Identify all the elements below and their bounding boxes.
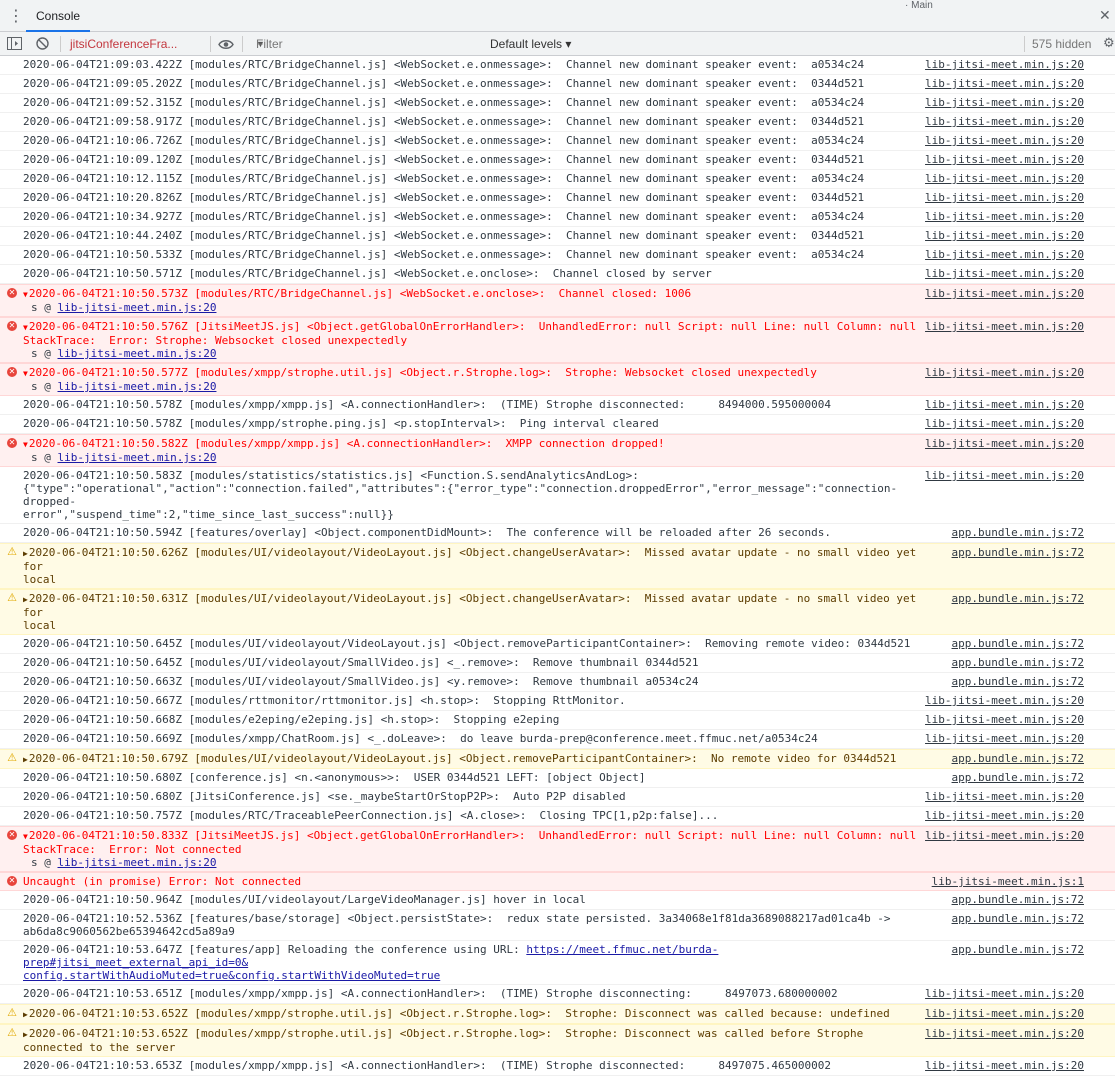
log-row xyxy=(0,415,1115,434)
log-row xyxy=(0,985,1115,1004)
error-icon: ✕ xyxy=(8,830,16,839)
collapsed-triangle-icon[interactable]: ▶ xyxy=(23,1030,28,1039)
error-row xyxy=(0,317,1115,363)
context-select[interactable] xyxy=(64,32,265,56)
error-row xyxy=(0,872,1115,891)
log-row xyxy=(0,56,1115,75)
message-text xyxy=(23,248,923,261)
expanded-triangle-icon[interactable]: ▼ xyxy=(23,832,28,841)
error-row xyxy=(0,284,1115,317)
filter-input[interactable] xyxy=(250,34,475,54)
message-body: 2020-06-04T21:10:53.652Z [modules/xmpp/strophe.util.js] <Object.r.Strophe.log>: Strophe: Disconnect was called because: undefined xyxy=(28,1007,890,1020)
warning-row xyxy=(0,543,1115,589)
message-body: 2020-06-04T21:10:50.631Z [modules/UI/videolayout/VideoLayout.js] <Object.changeUserAvatar>: Missed avatar update - no small video yet for local xyxy=(23,592,917,632)
clear-console-icon[interactable] xyxy=(36,32,52,56)
source-link[interactable]: lib-jitsi-meet.min.js:20 xyxy=(925,694,1084,707)
message-text xyxy=(23,893,923,906)
log-levels-dropdown[interactable]: Default levels ▾ xyxy=(490,37,572,51)
message-text xyxy=(23,790,923,803)
source-link[interactable]: app.bundle.min.js:72 xyxy=(951,943,1084,956)
message-body: 2020-06-04T21:10:53.647Z [features/app] Reloading the conference using URL: xyxy=(23,943,527,956)
collapsed-triangle-icon[interactable]: ▶ xyxy=(23,549,28,558)
message-body: 2020-06-04T21:10:50.645Z [modules/UI/videolayout/SmallVideo.js] <_.remove>: Remove thumbnail 0344d521 xyxy=(23,656,699,669)
log-row xyxy=(0,467,1115,524)
message-body: 2020-06-04T21:10:20.826Z [modules/RTC/BridgeChannel.js] <WebSocket.e.onmessage>: Channel new dominant speaker event: 0344d521 xyxy=(23,191,865,204)
message-url-link[interactable]: https://meet.ffmuc.net/burda-prep#jitsi_meet_external_api_id=0& xyxy=(23,943,719,969)
divider xyxy=(1024,36,1025,52)
error-icon: ✕ xyxy=(8,367,16,376)
context-select-value: jitsiConferenceFra... xyxy=(70,37,178,51)
log-row xyxy=(0,673,1115,692)
expanded-triangle-icon[interactable]: ▼ xyxy=(23,323,28,332)
source-link[interactable]: app.bundle.min.js:72 xyxy=(951,526,1084,539)
caret-down-icon: ▼ xyxy=(256,39,265,49)
source-link[interactable]: app.bundle.min.js:72 xyxy=(951,912,1084,925)
message-body: 2020-06-04T21:10:52.536Z [features/base/storage] <Object.persistState>: redux state persisted. 3a34068e1f81da3689088217ad01ca4b -> ab6da8c9060562be65394642cd5a89a9 xyxy=(23,912,891,938)
message-body: 2020-06-04T21:10:50.833Z [JitsiMeetJS.js] <Object.getGlobalOnErrorHandler>: UnhandledError: null Script: null Line: null Column: null StackTrace: Error: Not connected xyxy=(23,829,917,856)
source-link[interactable]: lib-jitsi-meet.min.js:20 xyxy=(925,172,1084,185)
warning-icon: ⚠ xyxy=(7,751,17,764)
message-url-link[interactable]: config.startWithAudioMuted=true&config.startWithVideoMuted=true xyxy=(23,969,441,982)
collapsed-triangle-icon[interactable]: ▶ xyxy=(23,595,28,604)
stack-source-link[interactable]: lib-jitsi-meet.min.js:20 xyxy=(57,856,217,869)
stack-prefix: s @ xyxy=(31,347,58,360)
message-body: 2020-06-04T21:09:05.202Z [modules/RTC/BridgeChannel.js] <WebSocket.e.onmessage>: Channel new dominant speaker event: 0344d521 xyxy=(23,77,865,90)
warning-icon: ⚠ xyxy=(7,1006,17,1019)
message-body: 2020-06-04T21:10:50.668Z [modules/e2eping/e2eping.js] <h.stop>: Stopping e2eping xyxy=(23,713,560,726)
message-text xyxy=(23,713,923,726)
log-row xyxy=(0,246,1115,265)
log-row xyxy=(0,94,1115,113)
message-body: 2020-06-04T21:10:53.651Z [modules/xmpp/xmpp.js] <A.connectionHandler>: (TIME) Strophe disconnecting: 8497073.680000002 xyxy=(23,987,838,1000)
message-body: 2020-06-04T21:10:50.578Z [modules/xmpp/strophe.ping.js] <p.stopInterval>: Ping interval cleared xyxy=(23,417,659,430)
log-row xyxy=(0,265,1115,284)
divider xyxy=(242,36,243,52)
message-body: 2020-06-04T21:10:50.667Z [modules/rttmonitor/rttmonitor.js] <h.stop>: Stopping RttMonitor. xyxy=(23,694,626,707)
stack-trace xyxy=(23,347,1115,360)
message-text xyxy=(23,115,923,128)
expanded-triangle-icon[interactable]: ▼ xyxy=(23,369,28,378)
source-link[interactable]: lib-jitsi-meet.min.js:20 xyxy=(925,58,1084,71)
source-link[interactable]: lib-jitsi-meet.min.js:20 xyxy=(925,153,1084,166)
error-row xyxy=(0,434,1115,467)
source-link[interactable]: lib-jitsi-meet.min.js:20 xyxy=(925,398,1084,411)
message-text xyxy=(23,191,923,204)
message-text xyxy=(23,153,923,166)
source-link[interactable]: lib-jitsi-meet.min.js:20 xyxy=(925,1007,1084,1020)
error-icon: ✕ xyxy=(8,321,16,330)
message-body: 2020-06-04T21:10:50.680Z [conference.js] <n.<anonymous>>: USER 0344d521 LEFT: [object Object] xyxy=(23,771,646,784)
log-row xyxy=(0,208,1115,227)
message-text xyxy=(23,912,923,938)
message-text xyxy=(23,943,923,982)
message-text xyxy=(23,732,923,745)
source-link[interactable]: lib-jitsi-meet.min.js:20 xyxy=(925,96,1084,109)
log-row xyxy=(0,75,1115,94)
source-link[interactable]: lib-jitsi-meet.min.js:20 xyxy=(925,1027,1084,1040)
source-link[interactable]: lib-jitsi-meet.min.js:20 xyxy=(925,210,1084,223)
log-row xyxy=(0,891,1115,910)
source-link[interactable]: lib-jitsi-meet.min.js:20 xyxy=(925,191,1084,204)
source-link[interactable]: lib-jitsi-meet.min.js:20 xyxy=(925,366,1084,379)
message-text xyxy=(23,96,923,109)
message-text xyxy=(23,637,923,650)
message-text xyxy=(23,437,923,451)
message-text xyxy=(23,469,923,521)
message-body: Uncaught (in promise) Error: Not connected xyxy=(23,875,302,888)
source-link[interactable]: lib-jitsi-meet.min.js:20 xyxy=(925,287,1084,300)
log-row xyxy=(0,910,1115,941)
stack-trace xyxy=(23,380,1115,393)
error-row xyxy=(0,363,1115,396)
source-link[interactable]: app.bundle.min.js:72 xyxy=(951,637,1084,650)
message-body: 2020-06-04T21:10:50.576Z [JitsiMeetJS.js] <Object.getGlobalOnErrorHandler>: UnhandledError: null Script: null Line: null Column: null StackTrace: Error: Strophe: Websocket closed unexpectedly xyxy=(23,320,917,347)
log-row xyxy=(0,524,1115,543)
message-body: 2020-06-04T21:10:50.626Z [modules/UI/videolayout/VideoLayout.js] <Object.changeUserAvatar>: Missed avatar update - no small video yet for local xyxy=(23,546,917,586)
message-text xyxy=(23,526,923,539)
message-body: 2020-06-04T21:10:50.679Z [modules/UI/videolayout/VideoLayout.js] <Object.removeParticipantContainer>: No remote video for 0344d521 xyxy=(28,752,897,765)
message-text xyxy=(23,287,923,301)
source-link[interactable]: app.bundle.min.js:72 xyxy=(951,656,1084,669)
message-text xyxy=(23,809,923,822)
log-row xyxy=(0,227,1115,246)
message-text xyxy=(23,675,923,688)
error-icon: ✕ xyxy=(8,876,16,885)
message-text xyxy=(23,987,923,1000)
stack-source-link[interactable]: lib-jitsi-meet.min.js:20 xyxy=(57,347,217,360)
log-row xyxy=(0,769,1115,788)
source-link[interactable]: lib-jitsi-meet.min.js:20 xyxy=(925,417,1084,430)
message-body: 2020-06-04T21:10:09.120Z [modules/RTC/BridgeChannel.js] <WebSocket.e.onmessage>: Channel new dominant speaker event: 0344d521 xyxy=(23,153,865,166)
error-icon: ✕ xyxy=(8,288,16,297)
source-link[interactable]: lib-jitsi-meet.min.js:20 xyxy=(925,267,1084,280)
drawer-tabbar xyxy=(0,0,1115,32)
divider xyxy=(210,36,211,52)
stack-source-link[interactable]: lib-jitsi-meet.min.js:20 xyxy=(57,380,217,393)
source-link[interactable]: lib-jitsi-meet.min.js:20 xyxy=(925,469,1084,482)
close-icon[interactable]: ✕ xyxy=(1099,8,1111,24)
message-text xyxy=(23,320,923,347)
message-text xyxy=(23,546,923,586)
stack-source-link[interactable]: lib-jitsi-meet.min.js:20 xyxy=(57,451,217,464)
message-body: 2020-06-04T21:10:44.240Z [modules/RTC/BridgeChannel.js] <WebSocket.e.onmessage>: Channel new dominant speaker event: 0344d521 xyxy=(23,229,865,242)
source-link[interactable]: lib-jitsi-meet.min.js:20 xyxy=(925,829,1084,842)
sidebar-toggle-icon[interactable] xyxy=(7,32,23,56)
message-body: 2020-06-04T21:09:52.315Z [modules/RTC/BridgeChannel.js] <WebSocket.e.onmessage>: Channel new dominant speaker event: a0534c24 xyxy=(23,96,865,109)
message-text xyxy=(23,592,923,632)
warning-row xyxy=(0,1024,1115,1057)
log-row xyxy=(0,396,1115,415)
warning-icon: ⚠ xyxy=(7,591,17,604)
log-row xyxy=(0,1057,1115,1076)
message-body: 2020-06-04T21:10:50.757Z [modules/RTC/TraceablePeerConnection.js] <A.close>: Closing TPC[1,p2p:false]... xyxy=(23,809,719,822)
stack-trace xyxy=(23,856,1115,869)
message-body: 2020-06-04T21:10:50.594Z [features/overlay] <Object.componentDidMount>: The conference will be reloaded after 26 seconds. xyxy=(23,526,831,539)
source-link[interactable]: lib-jitsi-meet.min.js:20 xyxy=(925,987,1084,1000)
message-body: 2020-06-04T21:10:06.726Z [modules/RTC/BridgeChannel.js] <WebSocket.e.onmessage>: Channel new dominant speaker event: a0534c24 xyxy=(23,134,865,147)
source-link[interactable]: lib-jitsi-meet.min.js:20 xyxy=(925,732,1084,745)
error-row xyxy=(0,826,1115,872)
message-text xyxy=(23,58,923,71)
console-messages xyxy=(0,56,1115,1076)
message-text xyxy=(23,229,923,242)
message-text xyxy=(23,829,923,856)
log-row xyxy=(0,170,1115,189)
log-row xyxy=(0,730,1115,749)
source-link[interactable]: lib-jitsi-meet.min.js:20 xyxy=(925,790,1084,803)
message-body: 2020-06-04T21:10:50.583Z [modules/statistics/statistics.js] <Function.S.sendAnalyticsAndLog>: {"type":"operational","action":"connection.failed","attributes":{"error_type":"connection.droppedError","error_message":"connection-dropped- error","suspend_time":2,"time_since_last_success":null}} xyxy=(23,469,898,521)
source-link[interactable]: lib-jitsi-meet.min.js:20 xyxy=(925,713,1084,726)
source-link[interactable]: lib-jitsi-meet.min.js:20 xyxy=(925,1059,1084,1072)
source-link[interactable]: lib-jitsi-meet.min.js:20 xyxy=(925,320,1084,333)
error-icon: ✕ xyxy=(8,438,16,447)
tab-overflow-stub: · Main xyxy=(905,0,933,11)
log-row xyxy=(0,654,1115,673)
log-row xyxy=(0,788,1115,807)
message-text xyxy=(23,417,923,430)
source-link[interactable]: lib-jitsi-meet.min.js:20 xyxy=(925,77,1084,90)
message-text xyxy=(23,656,923,669)
message-body: 2020-06-04T21:10:12.115Z [modules/RTC/BridgeChannel.js] <WebSocket.e.onmessage>: Channel new dominant speaker event: a0534c24 xyxy=(23,172,865,185)
message-text xyxy=(23,771,923,784)
warning-icon: ⚠ xyxy=(7,545,17,558)
stack-source-link[interactable]: lib-jitsi-meet.min.js:20 xyxy=(57,301,217,314)
expanded-triangle-icon[interactable]: ▼ xyxy=(23,440,28,449)
message-text xyxy=(23,1027,923,1054)
stack-prefix: s @ xyxy=(31,380,58,393)
log-row xyxy=(0,151,1115,170)
source-link[interactable]: app.bundle.min.js:72 xyxy=(951,893,1084,906)
source-link[interactable]: lib-jitsi-meet.min.js:20 xyxy=(925,248,1084,261)
stack-prefix: s @ xyxy=(31,856,58,869)
message-body: 2020-06-04T21:09:03.422Z [modules/RTC/BridgeChannel.js] <WebSocket.e.onmessage>: Channel new dominant speaker event: a0534c24 xyxy=(23,58,865,71)
message-text xyxy=(23,267,923,280)
log-row xyxy=(0,941,1115,985)
message-text xyxy=(23,1059,923,1072)
message-body: 2020-06-04T21:10:50.663Z [modules/UI/videolayout/SmallVideo.js] <y.remove>: Remove thumbnail a0534c24 xyxy=(23,675,699,688)
message-text xyxy=(23,134,923,147)
log-row xyxy=(0,113,1115,132)
source-link[interactable]: lib-jitsi-meet.min.js:1 xyxy=(931,875,1084,888)
message-body: 2020-06-04T21:10:50.577Z [modules/xmpp/strophe.util.js] <Object.r.Strophe.log>: Strophe: Websocket closed unexpectedly xyxy=(28,366,817,379)
divider xyxy=(60,36,61,52)
tab-console[interactable]: Console xyxy=(26,0,90,32)
message-text xyxy=(23,172,923,185)
log-row xyxy=(0,635,1115,654)
source-link[interactable]: lib-jitsi-meet.min.js:20 xyxy=(925,134,1084,147)
log-row xyxy=(0,132,1115,151)
stack-prefix: s @ xyxy=(31,451,58,464)
expanded-triangle-icon[interactable]: ▼ xyxy=(23,290,28,299)
message-body: 2020-06-04T21:10:50.645Z [modules/UI/videolayout/VideoLayout.js] <Object.removeParticipantContainer>: Removing remote video: 0344d521 xyxy=(23,637,911,650)
warning-icon: ⚠ xyxy=(7,1026,17,1039)
message-body: 2020-06-04T21:10:50.669Z [modules/xmpp/ChatRoom.js] <_.doLeave>: do leave burda-prep@conference.meet.ffmuc.net/a0534c24 xyxy=(23,732,818,745)
message-body: 2020-06-04T21:10:50.582Z [modules/xmpp/xmpp.js] <A.connectionHandler>: XMPP connection dropped! xyxy=(28,437,665,450)
gear-icon[interactable]: ⚙ xyxy=(1103,36,1115,51)
stack-trace xyxy=(23,301,1115,314)
more-menu-icon[interactable]: ⋮ xyxy=(8,6,24,25)
message-body: 2020-06-04T21:10:50.964Z [modules/UI/videolayout/LargeVideoManager.js] hover in local xyxy=(23,893,586,906)
message-body: 2020-06-04T21:10:53.653Z [modules/xmpp/xmpp.js] <A.connectionHandler>: (TIME) Strophe disconnected: 8497075.465000002 xyxy=(23,1059,831,1072)
warning-row xyxy=(0,749,1115,769)
message-body: 2020-06-04T21:10:50.578Z [modules/xmpp/xmpp.js] <A.connectionHandler>: (TIME) Strophe disconnected: 8494000.595000004 xyxy=(23,398,831,411)
hidden-count: 575 hidden xyxy=(1032,37,1092,51)
source-link[interactable]: lib-jitsi-meet.min.js:20 xyxy=(925,437,1084,450)
source-link[interactable]: app.bundle.min.js:72 xyxy=(951,546,1084,559)
warning-row xyxy=(0,589,1115,635)
stack-trace xyxy=(23,451,1115,464)
collapsed-triangle-icon[interactable]: ▶ xyxy=(23,755,28,764)
message-text xyxy=(23,752,923,766)
source-link[interactable]: app.bundle.min.js:72 xyxy=(951,771,1084,784)
source-link[interactable]: lib-jitsi-meet.min.js:20 xyxy=(925,229,1084,242)
source-link[interactable]: app.bundle.min.js:72 xyxy=(951,752,1084,765)
message-text xyxy=(23,875,923,888)
collapsed-triangle-icon[interactable]: ▶ xyxy=(23,1010,28,1019)
message-body: 2020-06-04T21:10:53.652Z [modules/xmpp/strophe.util.js] <Object.r.Strophe.log>: Strophe: Disconnect was called before Strophe connected to the server xyxy=(23,1027,864,1054)
message-body: 2020-06-04T21:10:50.680Z [JitsiConference.js] <se._maybeStartOrStopP2P>: Auto P2P disabled xyxy=(23,790,626,803)
message-text xyxy=(23,1007,923,1021)
warning-row xyxy=(0,1004,1115,1024)
eye-icon[interactable] xyxy=(218,32,236,56)
source-link[interactable]: app.bundle.min.js:72 xyxy=(951,675,1084,688)
message-text xyxy=(23,210,923,223)
log-row xyxy=(0,189,1115,208)
message-body: 2020-06-04T21:09:58.917Z [modules/RTC/BridgeChannel.js] <WebSocket.e.onmessage>: Channel new dominant speaker event: 0344d521 xyxy=(23,115,865,128)
log-row xyxy=(0,807,1115,826)
source-link[interactable]: app.bundle.min.js:72 xyxy=(951,592,1084,605)
console-toolbar xyxy=(0,32,1115,56)
log-row xyxy=(0,692,1115,711)
message-body: 2020-06-04T21:10:50.573Z [modules/RTC/BridgeChannel.js] <WebSocket.e.onclose>: Channel closed: 1006 xyxy=(28,287,692,300)
source-link[interactable]: lib-jitsi-meet.min.js:20 xyxy=(925,809,1084,822)
message-text xyxy=(23,366,923,380)
stack-prefix: s @ xyxy=(31,301,58,314)
message-text xyxy=(23,398,923,411)
message-body: 2020-06-04T21:10:34.927Z [modules/RTC/BridgeChannel.js] <WebSocket.e.onmessage>: Channel new dominant speaker event: a0534c24 xyxy=(23,210,865,223)
message-body: 2020-06-04T21:10:50.571Z [modules/RTC/BridgeChannel.js] <WebSocket.e.onclose>: Channel closed by server xyxy=(23,267,712,280)
message-body: 2020-06-04T21:10:50.533Z [modules/RTC/BridgeChannel.js] <WebSocket.e.onmessage>: Channel new dominant speaker event: a0534c24 xyxy=(23,248,865,261)
log-row xyxy=(0,711,1115,730)
source-link[interactable]: lib-jitsi-meet.min.js:20 xyxy=(925,115,1084,128)
message-text xyxy=(23,694,923,707)
message-text xyxy=(23,77,923,90)
